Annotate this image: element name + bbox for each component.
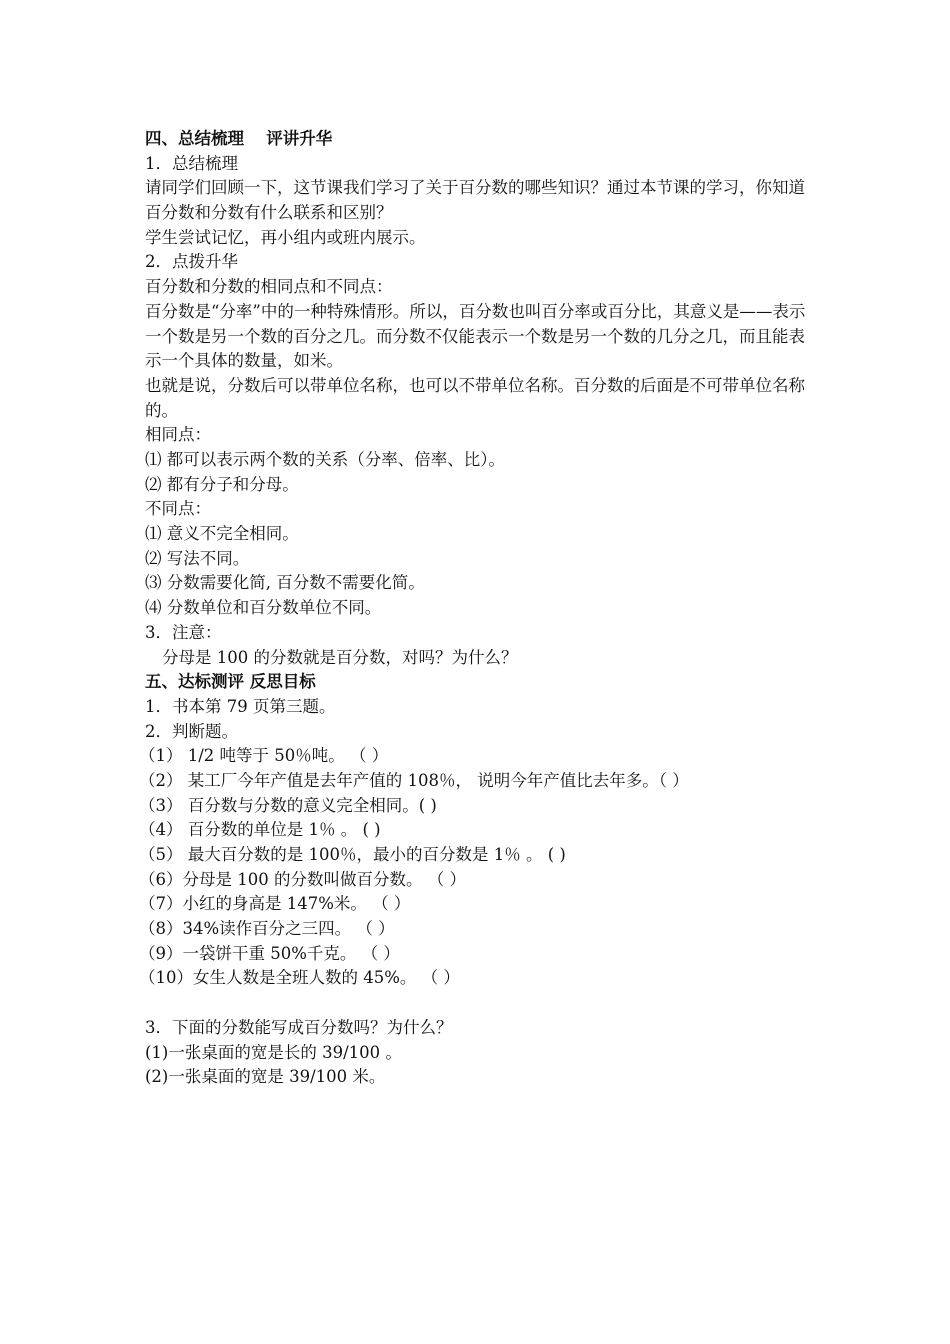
subsection-title-summary: 1．总结梳理 [145, 153, 238, 173]
exercise-textbook: 1．书本第 79 页第三题。 [145, 696, 336, 716]
paragraph-review-question: 请同学们回顾一下，这节课我们学习了关于百分数的哪些知识？通过本节课的学习，你知道百分数和分数有什么联系和区别？ [145, 178, 805, 223]
paragraph-unit-note: 也就是说，分数后可以带单位名称，也可以不带单位名称。百分数的后面是不可带单位名称的。 [145, 375, 805, 420]
subsection-title-enhance: 2．点拨升华 [145, 252, 238, 272]
same-points-title: 相同点： [145, 425, 211, 445]
judge-item: （10）女生人数是全班人数的 45%。 （ ） [139, 968, 460, 988]
diff-point-item: ⑶ 分数需要化简, 百分数不需要化简。 [145, 573, 425, 593]
judge-item: （8）34%读作百分之三四。 （ ） [139, 919, 395, 939]
judge-item: （1） 1/2 吨等于 50％吨。 （ ） [139, 746, 389, 766]
paragraph-percent-definition: 百分数是“分率”中的一种特殊情形。所以，百分数也叫百分率或百分比，其意义是——表示一个数是另一个数的百分之几。而分数不仅能表示一个数是另一个数的几分之几，而且能表示一个具体的数量，如米。 [145, 301, 806, 371]
same-point-item: ⑵ 都有分子和分母。 [145, 474, 299, 494]
diff-points-title: 不同点： [145, 499, 211, 519]
judge-item: （4） 百分数的单位是 1％ 。 ( ) [139, 820, 381, 840]
judge-item: （9）一袋饼干重 50%千克。 （ ） [139, 943, 400, 963]
blank-line [145, 991, 810, 1016]
diff-point-item: ⑵ 写法不同。 [145, 548, 250, 568]
section-heading-assessment: 五、达标测评 反思目标 [145, 672, 316, 692]
judge-item: （7）小红的身高是 147%米。 （ ） [139, 894, 411, 914]
paragraph-student-activity: 学生尝试记忆，再小组内或班内展示。 [145, 227, 426, 247]
diff-point-item: ⑴ 意义不完全相同。 [145, 524, 299, 544]
exercise-fraction-title: 3．下面的分数能写成百分数吗？为什么？ [145, 1017, 453, 1037]
fraction-item: (2)一张桌面的宽是 39/100 米。 [145, 1067, 386, 1087]
judge-item: （5） 最大百分数的是 100％，最小的百分数是 1％ 。 ( ) [139, 845, 566, 865]
fraction-item: (1)一张桌面的宽是长的 39/100 。 [145, 1042, 402, 1062]
same-point-item: ⑴ 都可以表示两个数的关系（分率、倍率、比）。 [145, 450, 505, 470]
attention-question: 分母是 100 的分数就是百分数，对吗？为什么？ [162, 647, 518, 667]
judge-item: （6）分母是 100 的分数叫做百分数。 （ ） [139, 869, 466, 889]
document-content [139, 127, 810, 1090]
subsection-title-attention: 3．注意： [145, 622, 222, 642]
judge-item: （3） 百分数与分数的意义完全相同。( ) [139, 795, 437, 815]
section-heading-summary: 四、总结梳理 评讲升华 [145, 129, 333, 148]
judge-item: （2） 某工厂今年产值是去年产值的 108％， 说明今年产值比去年多。（ ） [139, 770, 689, 790]
paragraph-compare-intro: 百分数和分数的相同点和不同点： [145, 277, 393, 297]
diff-point-item: ⑷ 分数单位和百分数单位不同。 [145, 598, 382, 618]
exercise-judge-title: 2．判断题。 [145, 721, 238, 741]
